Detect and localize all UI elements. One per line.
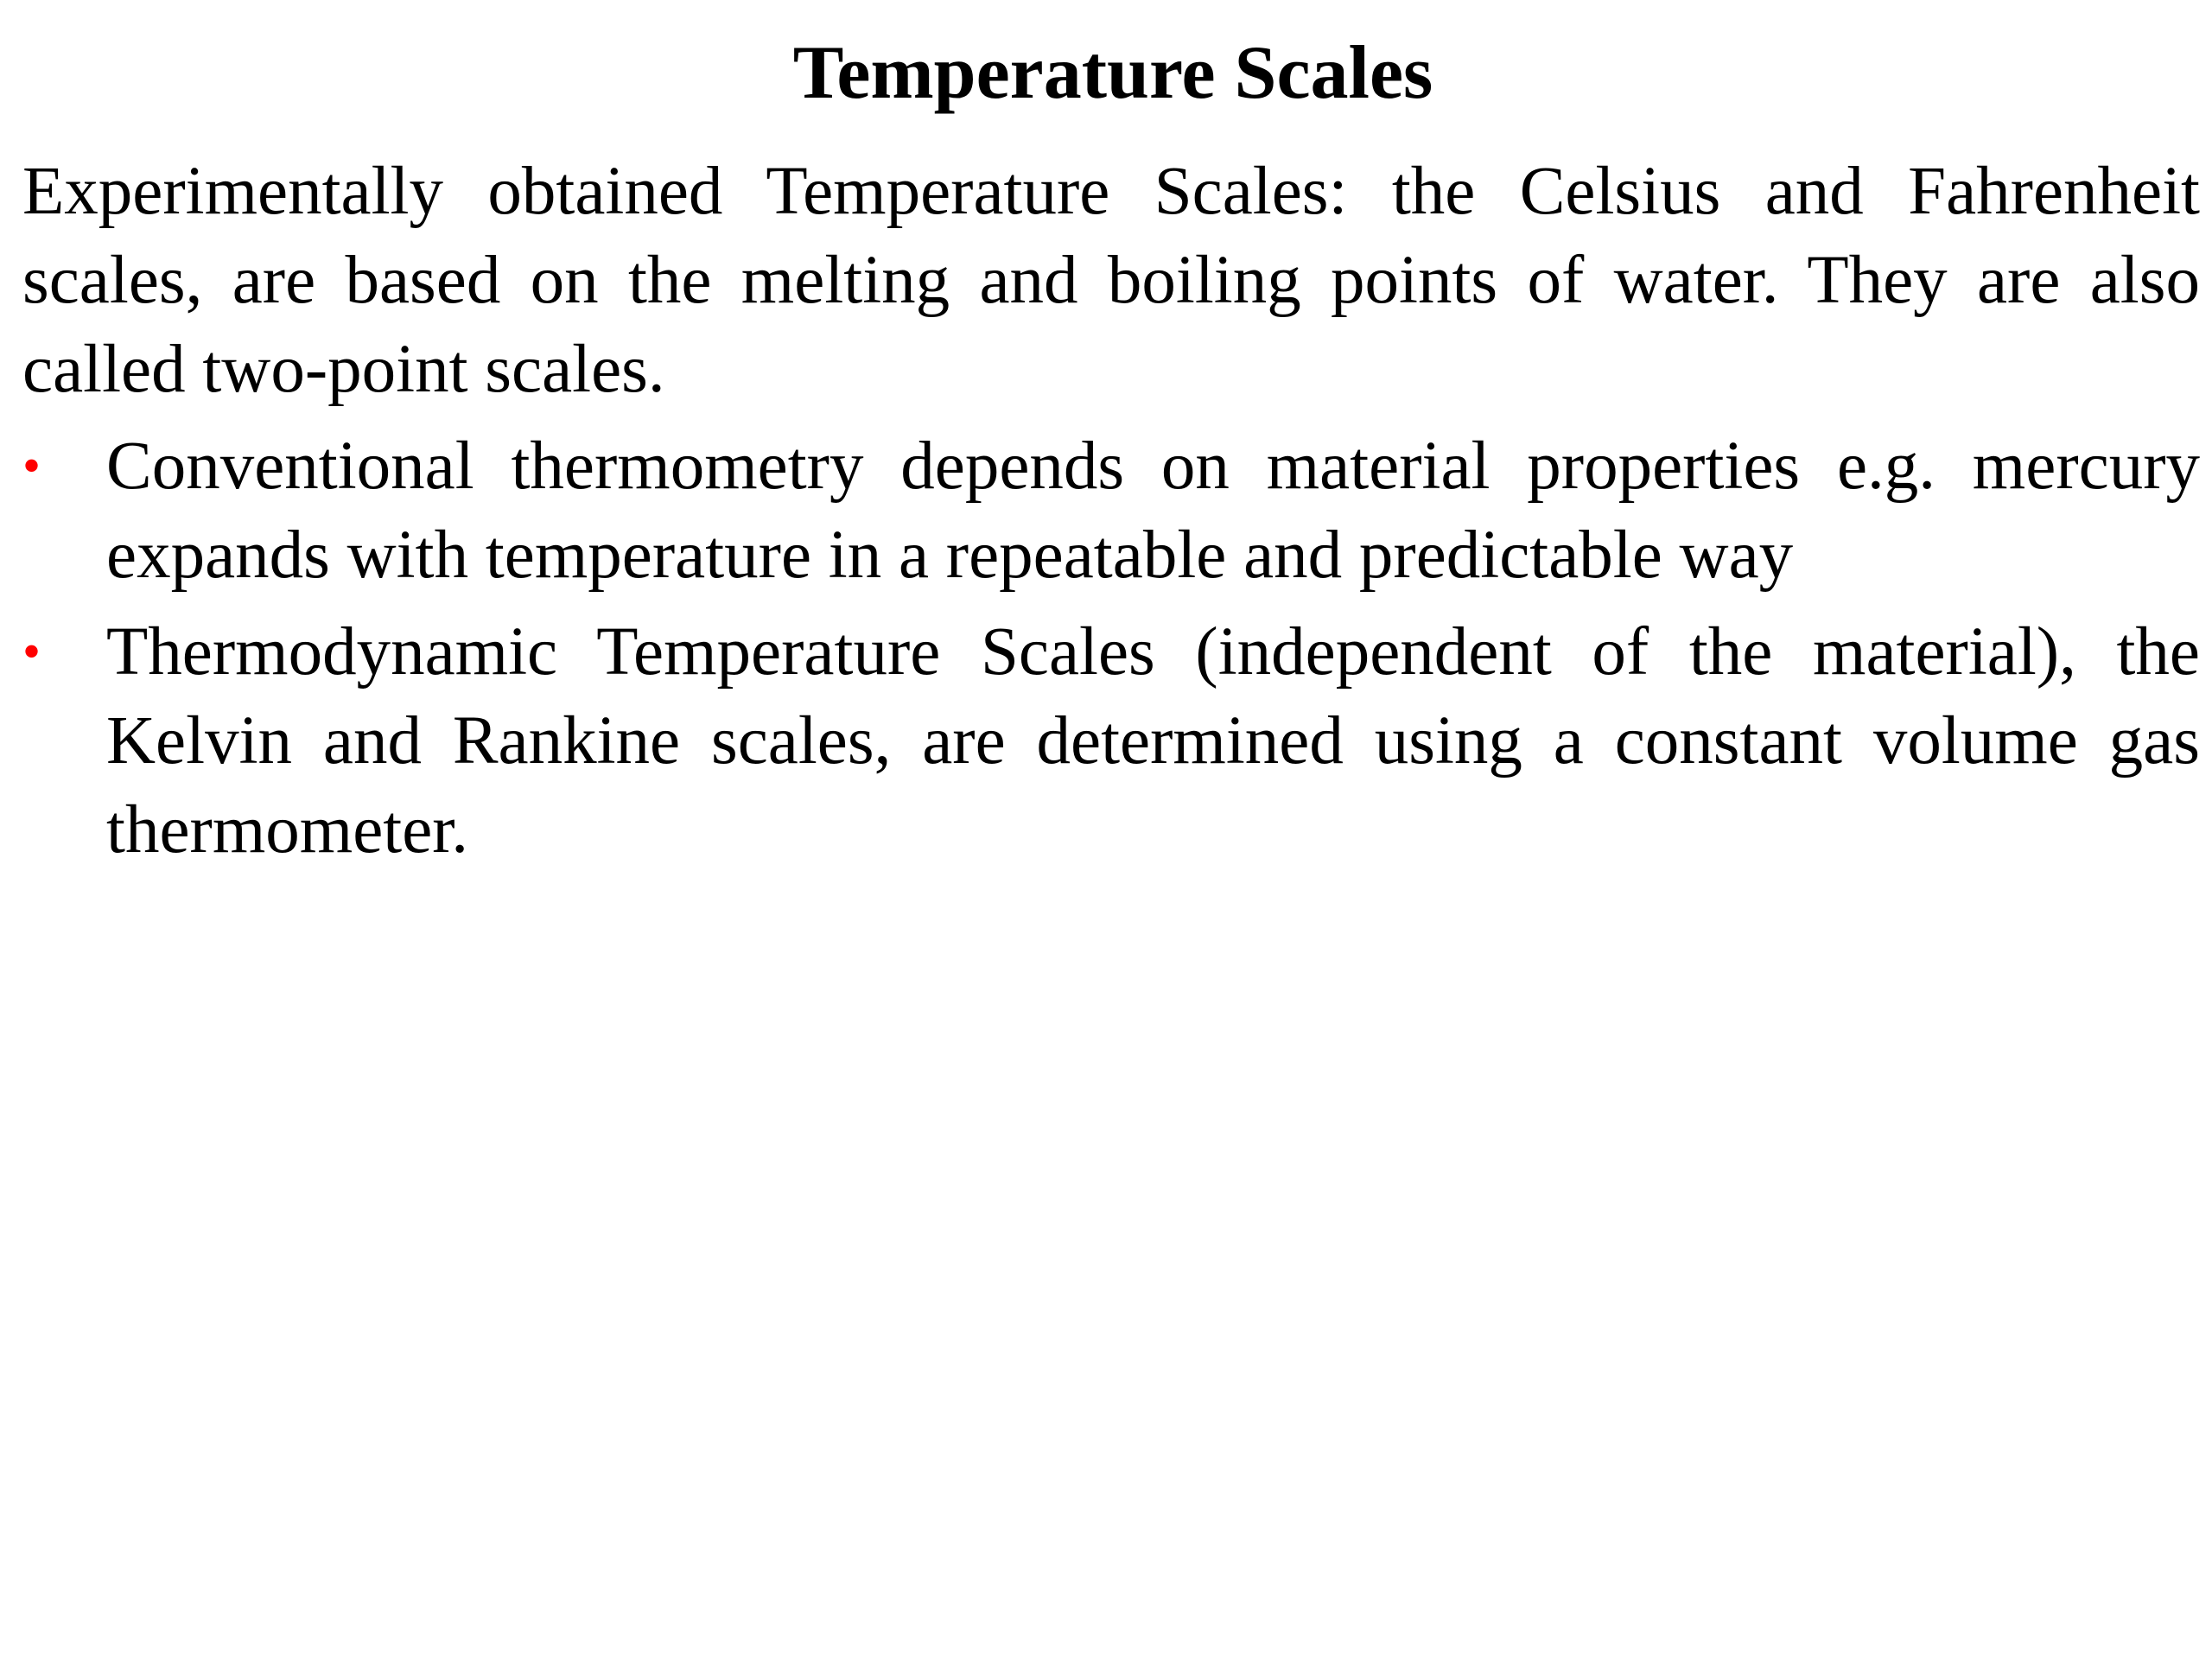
intro-paragraph: Experimentally obtained Temperature Scales: the Celsius and Fahrenheit scales, are based on the melting and boiling points of water. They are also called two-point scales. <box>22 154 2200 407</box>
bullet-list <box>22 422 2200 874</box>
bullet-item <box>22 422 2200 600</box>
bullet-text: Thermodynamic Temperature Scales (independent of the material), the Kelvin and Rankine scales, are determined using a constant volume gas thermometer. <box>106 614 2200 868</box>
bullet-dot-icon: • <box>22 623 41 680</box>
slide-body <box>22 147 2200 882</box>
bullet-text: Conventional thermometry depends on material properties e.g. mercury expands with temperature in a repeatable and predictable way <box>106 429 2200 593</box>
bullet-item <box>22 607 2200 874</box>
slide-title: Temperature Scales <box>792 31 1433 115</box>
bullet-dot-icon: • <box>22 437 41 494</box>
